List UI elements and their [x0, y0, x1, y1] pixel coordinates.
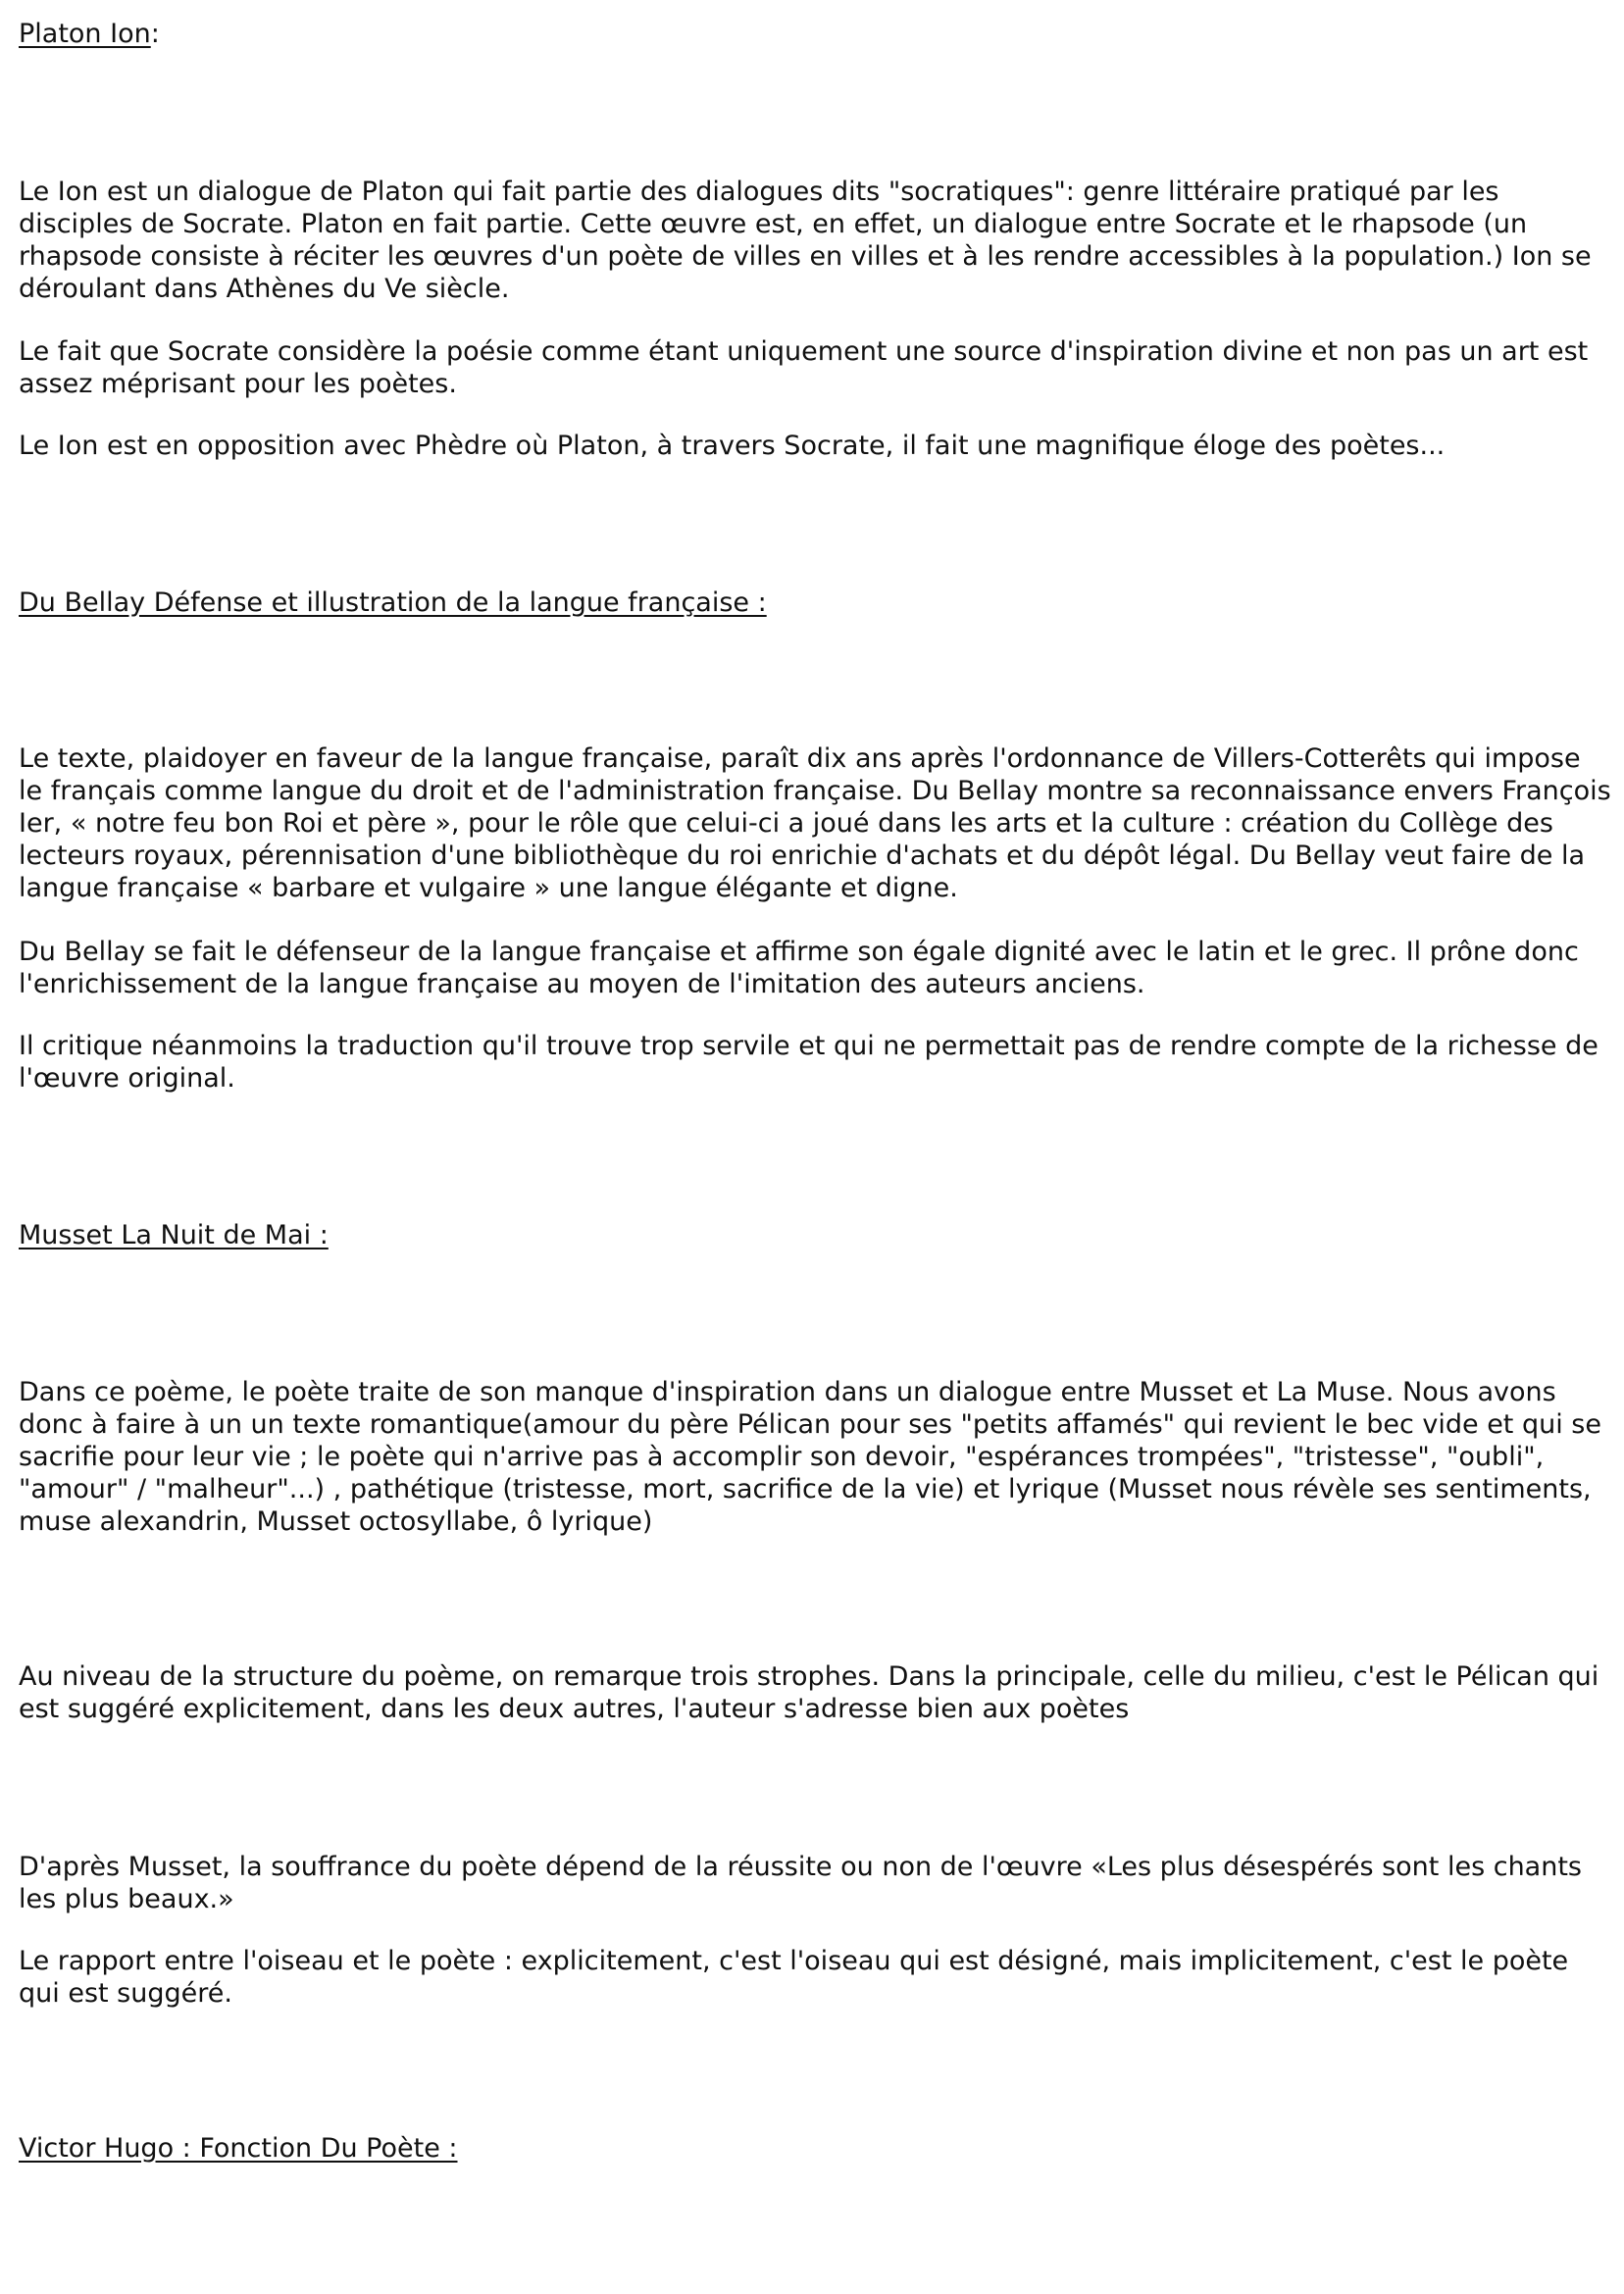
heading-text: Platon Ion — [19, 19, 151, 49]
paragraph: Du Bellay se fait le défenseur de la langue française et affirme son égale dignité avec le latin et le grec. Il prône donc l'enrichissement de la langue française au moyen de l'imitation des auteurs anciens. — [19, 937, 1579, 999]
paragraph: Dans ce poème, le poète traite de son manque d'inspiration dans un dialogue entre Musset et La Muse. Nous avons donc à faire à un un texte romantique(amour du père Pélican pour ses "petits affamés" qui revient le bec vide et qui se sacrifie pour leur vie ; le poète qui n'arrive pas à accomplir son devoir, "espérances trompées", "tristesse", "oubli", "amour" / "malheur"...) , pathétique (tristesse, mort, sacrifice de la vie) et lyrique (Musset nous révèle ses sentiments, muse alexandrin, Musset octosyllabe, ô lyrique) — [19, 1377, 1601, 1537]
paragraph: Le rapport entre l'oiseau et le poète : explicitement, c'est l'oiseau qui est désigné, mais implicitement, c'est le poète qui est suggéré. — [19, 1946, 1569, 2009]
heading-text: Victor Hugo : Fonction Du Poète : — [19, 2133, 458, 2164]
paragraph: Il critique néanmoins la traduction qu'il trouve trop servile et qui ne permettait pas de rendre compte de la richesse de l'œuvre original. — [19, 1031, 1599, 1094]
heading-suffix: : — [150, 19, 160, 49]
paragraph: D'après Musset, la souffrance du poète dépend de la réussite ou non de l'œuvre «Les plus désespérés sont les chants les plus beaux.» — [19, 1852, 1582, 1914]
section-heading-platon-ion — [19, 18, 160, 50]
paragraph: Au niveau de la structure du poème, on remarque trois strophes. Dans la principale, celle du milieu, c'est le Pélican qui est suggéré explicitement, dans les deux autres, l'auteur s'adresse bien aux poètes — [19, 1661, 1599, 1724]
section-heading-du-bellay — [19, 586, 767, 619]
heading-text: Musset La Nuit de Mai : — [19, 1220, 329, 1250]
paragraph: Le fait que Socrate considère la poésie comme étant uniquement une source d'inspiration divine et non pas un art est assez méprisant pour les poètes. — [19, 336, 1589, 399]
section-heading-musset — [19, 1219, 329, 1251]
paragraph: Le Ion est un dialogue de Platon qui fait partie des dialogues dits "socratiques": genre littéraire pratiqué par les disciples de Socrate. Platon en fait partie. Cette œuvre est, en effet, un dialogue entre Socrate et le rhapsode (un rhapsode consiste à réciter les œuvres d'un poète de villes en villes et à les rendre accessibles à la population.) Ion se déroulant dans Athènes du Ve siècle. — [19, 177, 1592, 304]
section-heading-victor-hugo — [19, 2132, 458, 2165]
heading-text: Du Bellay Défense et illustration de la langue française : — [19, 587, 767, 618]
paragraph: Le texte, plaidoyer en faveur de la langue française, paraît dix ans après l'ordonnance de Villers-Cotterêts qui impose le français comme langue du droit et de l'administration française. Du Bellay montre sa reconnaissance envers François Ier, « notre feu bon Roi et père », pour le rôle que celui-ci a joué dans les arts et la culture : création du Collège des lecteurs royaux, pérennisation d'une bibliothèque du roi enrichie d'achats et du dépôt légal. Du Bellay veut faire de la langue française « barbare et vulgaire » une langue élégante et digne. — [19, 743, 1611, 903]
paragraph: Le Ion est en opposition avec Phèdre où Platon, à travers Socrate, il fait une magnifique éloge des poètes... — [19, 431, 1446, 461]
